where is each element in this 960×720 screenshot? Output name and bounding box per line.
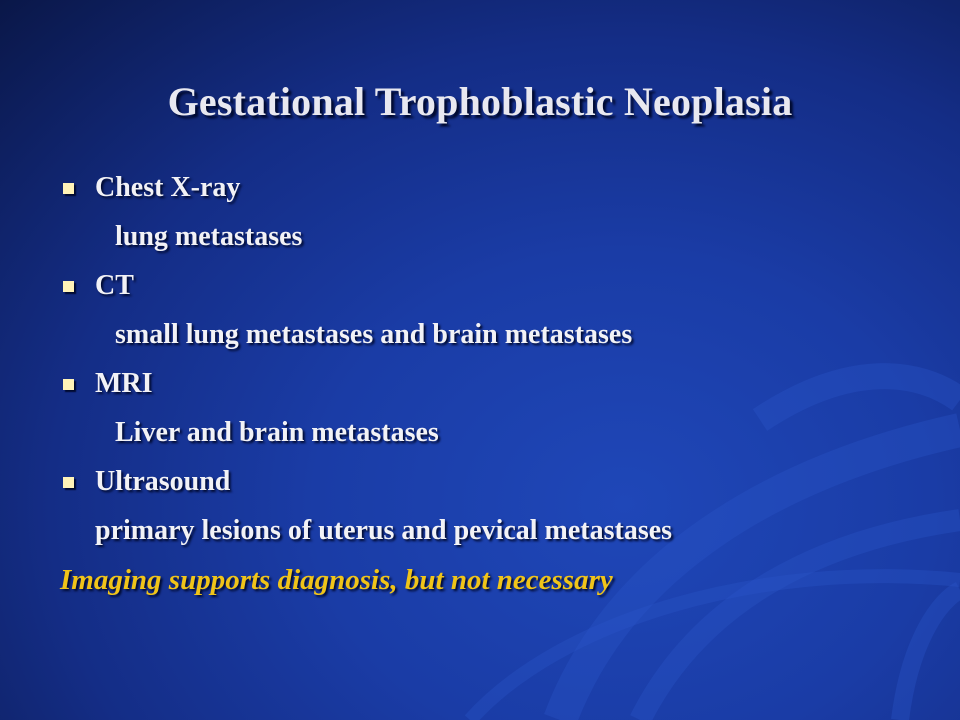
item-heading: Ultrasound [95,466,231,497]
bullet-square-icon [63,281,74,292]
bullet-square-icon [63,379,74,390]
slide-note: Imaging supports diagnosis, but not necessary [60,564,613,596]
item-detail: primary lesions of uterus and pevical metastases [95,515,673,546]
item-heading: CT [95,270,134,301]
list-item-detail [60,511,940,560]
item-heading: MRI [95,368,153,399]
list-item-detail [60,315,940,364]
slide-title: Gestational Trophoblastic Neoplasia [167,79,793,124]
item-detail: Liver and brain metastases [115,417,439,448]
bullet-square-icon [63,183,74,194]
list-item-detail [60,217,940,266]
list-item-detail [60,413,940,462]
item-detail: lung metastases [115,221,303,252]
list-item [60,462,940,511]
list-item [60,364,940,413]
list-item [60,266,940,315]
list-item [60,168,940,217]
slide-content [60,168,940,609]
note-line [60,560,940,609]
item-heading: Chest X-ray [95,172,241,203]
item-detail: small lung metastases and brain metastases [115,319,633,350]
bullet-square-icon [63,477,74,488]
